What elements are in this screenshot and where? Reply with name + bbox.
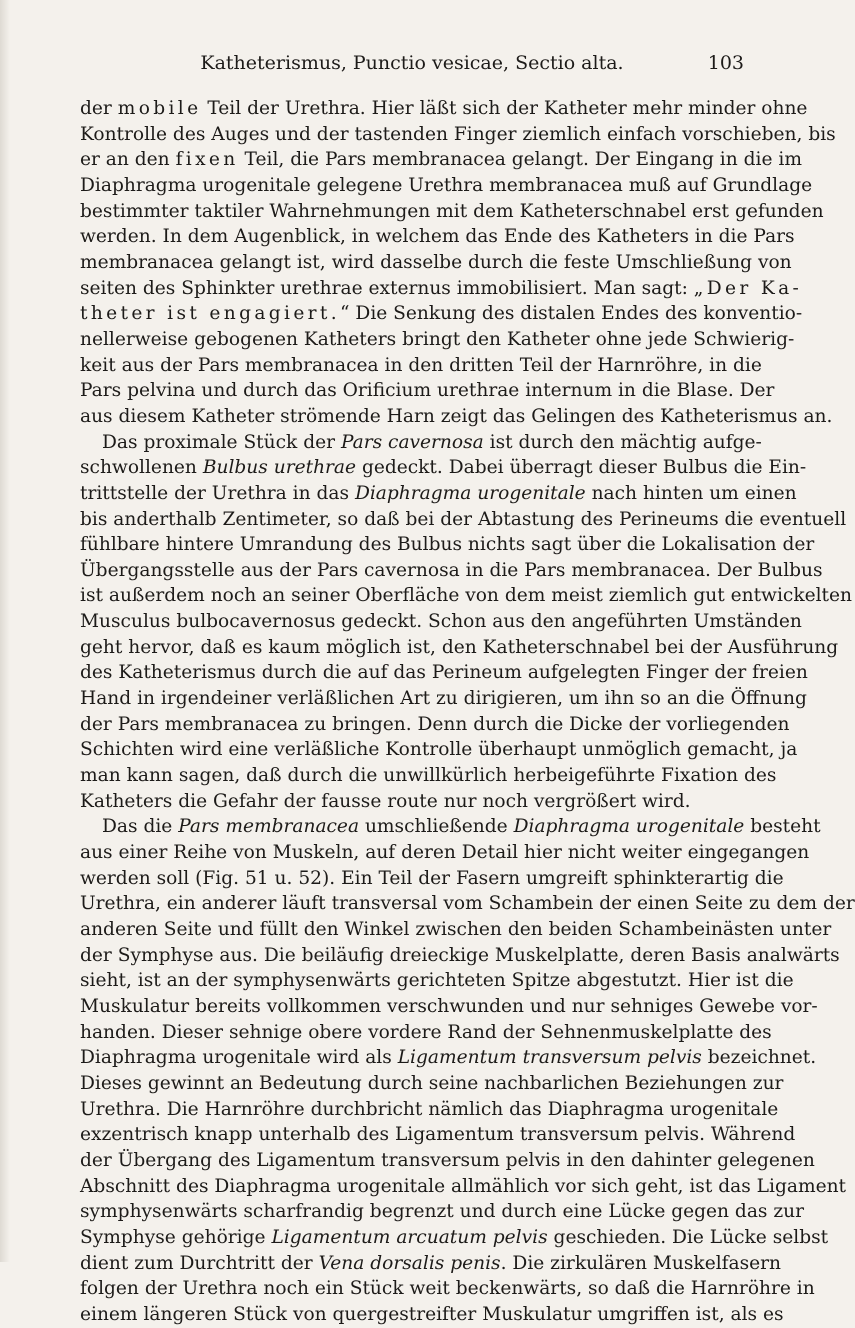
text-line (80, 994, 818, 1020)
text-segment: Schichten wird eine verläßliche Kontrolle überhaupt unmöglich gemacht, ja (80, 739, 798, 761)
text-line (80, 1199, 805, 1225)
text-line (80, 609, 802, 635)
text-line (80, 917, 832, 943)
text-segment: geht hervor, daß es kaum möglich ist, den Katheterschnabel bei der Ausführung (80, 636, 839, 658)
text-line (80, 199, 824, 225)
text-line (80, 1122, 796, 1148)
text-line (80, 327, 795, 353)
text-segment: keit aus der Pars membranacea in den dritten Teil der Harnröhre, in die (80, 354, 762, 376)
text-line (80, 712, 790, 738)
text-line (80, 866, 784, 892)
text-line (80, 276, 803, 302)
text-line (80, 1225, 829, 1251)
text-segment: Kontrolle des Auges und der tastenden Finger ziemlich einfach vorschieben, bis (80, 123, 836, 145)
page-number: 103 (707, 52, 744, 74)
spaced-emphasis: „Der Ka- (693, 277, 803, 299)
text-line (80, 301, 803, 327)
text-segment: “ Die Senkung des distalen Endes des konventio- (340, 303, 803, 325)
text-line (80, 1276, 815, 1302)
text-line (80, 686, 807, 712)
text-line (80, 763, 777, 789)
text-segment: Teil der Urethra. Hier läßt sich der Katheter mehr minder ohne (201, 98, 808, 119)
text-line (80, 173, 813, 199)
text-segment: bis anderthalb Zentimeter, so daß bei der Abtastung des Perineums die eventuell (80, 508, 847, 530)
text-line (80, 840, 810, 866)
text-segment: der Übergang des Ligamentum transversum pelvis in den dahinter gelegenen (80, 1149, 815, 1171)
text-segment: nellerweise gebogenen Katheters bringt den Katheter ohne jede Schwierig- (80, 328, 795, 350)
text-segment: des Katheterismus durch die auf das Perineum aufgelegten Finger der freien (80, 662, 808, 684)
text-segment: anderen Seite und füllt den Winkel zwischen den beiden Schambeinästen unter (80, 919, 832, 940)
text-segment: aus diesem Katheter strömende Harn zeigt das Gelingen des Katheterismus an. (80, 405, 833, 427)
text-line (80, 532, 815, 558)
text-segment: Übergangsstelle aus der Pars cavernosa in die Pars membranacea. Der Bulbus (80, 559, 823, 581)
text-segment: Das proximale Stück der (102, 431, 341, 453)
text-segment: werden. In dem Augenblick, in welchem das Ende des Katheters in die Pars (80, 226, 795, 248)
text-line (80, 122, 836, 148)
text-segment: Diaphragma urogenitale wird als (80, 1047, 398, 1069)
text-segment: Pars pelvina und durch das Orificium urethrae internum in die Blase. Der (80, 380, 775, 402)
text-segment: nach hinten um einen (585, 482, 797, 504)
text-segment: Teil, die Pars membranacea gelangt. Der Eingang in die im (238, 149, 802, 171)
italic-term: Ligamentum arcuatum pelvis (271, 1226, 548, 1248)
text-segment: Urethra. Die Harnröhre durchbricht nämlich das Diaphragma urogenitale (80, 1098, 779, 1120)
text-segment: Urethra, ein anderer läuft transversal vom Schambein der einen Seite zu dem der (80, 893, 855, 915)
text-line (80, 224, 795, 250)
text-segment: dient zum Durchtritt der (80, 1252, 319, 1274)
text-line (80, 968, 794, 994)
text-line (80, 1071, 784, 1097)
text-line (80, 1251, 782, 1277)
text-segment: umschließende (359, 816, 514, 838)
text-segment: Muskulatur bereits vollkommen verschwunden und nur sehniges Gewebe vor- (80, 995, 818, 1017)
text-segment: Katheters die Gefahr der fausse route nur noch vergrößert wird. (80, 790, 691, 812)
italic-term: Bulbus urethrae (202, 457, 357, 479)
text-line (80, 943, 840, 969)
text-line (80, 814, 821, 840)
body-text (80, 96, 855, 1328)
text-segment: Hand in irgendeiner verläßlichen Art zu dirigieren, um ihn so an die Öffnung (80, 688, 807, 710)
text-segment: er an den (80, 149, 176, 171)
text-segment: aus einer Reihe von Muskeln, auf deren Detail hier nicht weiter eingegangen (80, 842, 810, 864)
spaced-emphasis: fixen (175, 149, 239, 171)
text-segment: man kann sagen, daß durch die unwillkürlich herbeigeführte Fixation des (80, 765, 777, 787)
text-line (80, 1020, 772, 1046)
italic-term: Ligamentum transversum pelvis (397, 1047, 702, 1069)
text-segment: bestimmter taktiler Wahrnehmungen mit dem Katheterschnabel erst gefunden (80, 200, 824, 222)
page-edge (0, 0, 10, 1262)
text-segment: Musculus bulbocavernosus gedeckt. Schon aus den angeführten Umständen (80, 611, 802, 633)
text-line (80, 250, 792, 276)
text-segment: trittstelle der Urethra in das (80, 482, 355, 504)
text-line (80, 404, 833, 430)
text-segment: Abschnitt des Diaphragma urogenitale allmählich vor sich geht, ist das Ligament (80, 1175, 847, 1197)
text-line (80, 455, 807, 481)
text-segment: ist außerdem noch an seiner Oberfläche von dem meist ziemlich gut entwickelten (80, 585, 852, 607)
text-segment: werden soll (Fig. 51 u. 52). Ein Teil der Fasern umgreift sphinkterartig die (80, 867, 784, 889)
spaced-emphasis: theter ist engagiert. (80, 303, 340, 325)
text-segment: bezeichnet. (701, 1047, 817, 1069)
text-segment: der Symphyse aus. Die beiläufig dreieckige Muskelplatte, deren Basis analwärts (80, 944, 840, 966)
text-segment: Das die (102, 816, 179, 838)
text-segment: seiten des Sphinkter urethrae externus immobilisiert. Man sagt: (80, 277, 694, 299)
text-segment: der Pars membranacea zu bringen. Denn durch die Dicke der vorliegenden (80, 713, 790, 735)
text-line (80, 481, 797, 507)
text-segment: folgen der Urethra noch ein Stück weit beckenwärts, so daß die Harnröhre in (80, 1278, 815, 1300)
text-segment: handen. Dieser sehnige obere vordere Rand der Sehnenmuskelplatte des (80, 1021, 772, 1043)
text-segment: einem längeren Stück von quergestreifter Muskulatur umgriffen ist, als es (80, 1303, 784, 1325)
text-line (80, 1148, 815, 1174)
text-segment: Diaphragma urogenitale gelegene Urethra membranacea muß auf Grundlage (80, 174, 813, 196)
page-header (80, 52, 744, 82)
italic-term: Pars membranacea (178, 816, 360, 838)
text-line (80, 1302, 784, 1328)
text-line (80, 147, 802, 173)
text-segment: . Die zirkulären Muskelfasern (500, 1252, 782, 1274)
running-title: Katheterismus, Punctio vesicae, Sectio alta. (200, 52, 624, 74)
text-segment: Symphyse gehörige (80, 1226, 272, 1248)
text-line (80, 378, 775, 404)
text-segment: membranacea gelangt ist, wird dasselbe durch die feste Umschließung von (80, 251, 792, 273)
italic-term: Diaphragma urogenitale (354, 482, 586, 504)
spaced-emphasis: mobile (117, 98, 202, 119)
italic-term: Pars cavernosa (340, 431, 484, 453)
text-line (80, 891, 855, 917)
text-line (80, 583, 852, 609)
text-line (80, 1174, 847, 1200)
text-segment: symphysenwärts scharfrandig begrenzt und durch eine Lücke gegen das zur (80, 1201, 805, 1223)
text-line (80, 1097, 779, 1123)
text-segment: exzentrisch knapp unterhalb des Ligamentum transversum pelvis. Während (80, 1124, 796, 1146)
text-line (80, 635, 839, 661)
text-line (80, 96, 808, 122)
text-segment: besteht (744, 816, 821, 838)
italic-term: Diaphragma urogenitale (513, 816, 745, 838)
text-line (80, 660, 808, 686)
text-line (80, 507, 847, 533)
text-segment: schwollenen (80, 457, 203, 479)
text-segment: fühlbare hintere Umrandung des Bulbus nichts sagt über die Lokalisation der (80, 534, 815, 556)
text-segment: ist durch den mächtig aufge- (483, 431, 762, 453)
text-line (80, 430, 762, 456)
text-segment: geschieden. Die Lücke selbst (547, 1226, 829, 1248)
text-segment: der (80, 98, 118, 119)
text-segment: gedeckt. Dabei überragt dieser Bulbus die Ein- (356, 457, 807, 479)
text-line (80, 353, 762, 379)
italic-term: Vena dorsalis penis (318, 1252, 501, 1274)
text-line (80, 789, 744, 815)
text-segment: Dieses gewinnt an Bedeutung durch seine nachbarlichen Beziehungen zur (80, 1072, 784, 1094)
text-line (80, 558, 823, 584)
text-line (80, 1045, 817, 1071)
text-segment: sieht, ist an der symphysenwärts gerichteten Spitze abgestutzt. Hier ist die (80, 970, 794, 992)
text-line (80, 737, 798, 763)
